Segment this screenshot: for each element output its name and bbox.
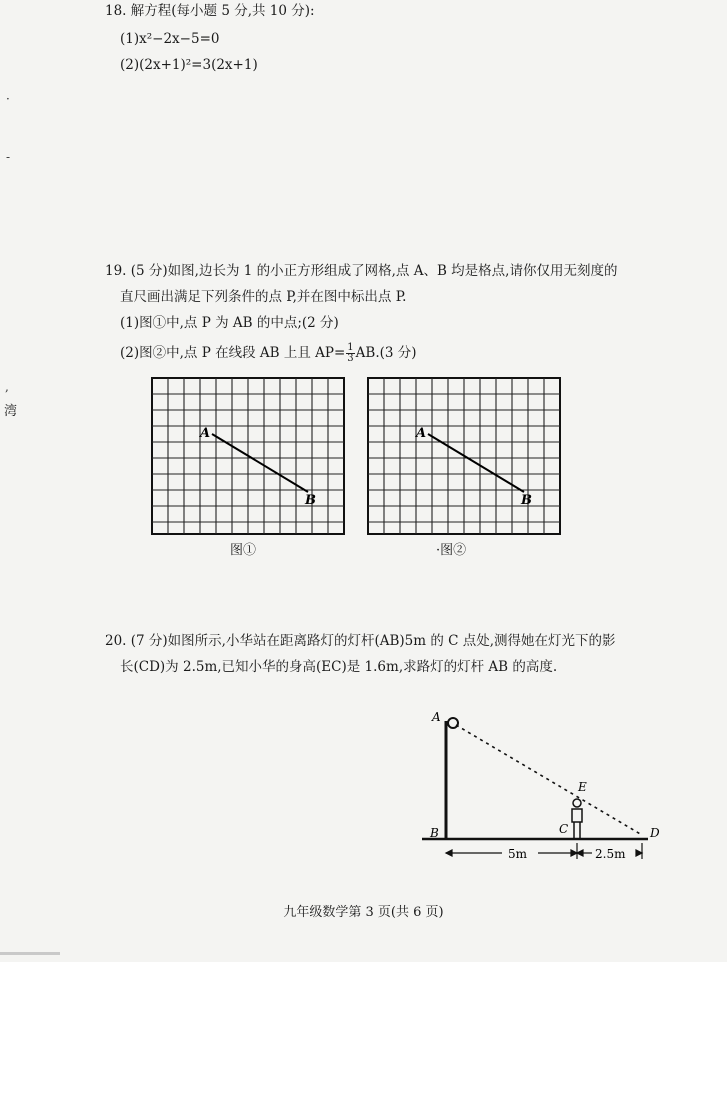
page-footer: 九年级数学第 3 页(共 6 页) bbox=[283, 905, 444, 920]
q19-line-2: 直尺画出满足下列条件的点 P,并在图中标出点 P. bbox=[120, 289, 407, 305]
margin-mark: · bbox=[6, 92, 10, 106]
point-a-label: A bbox=[200, 426, 211, 441]
margin-mark: , bbox=[5, 380, 9, 394]
q19-item-2 bbox=[120, 343, 417, 364]
q18-item-1: (1)x²−2x−5=0 bbox=[120, 31, 220, 47]
q18-title: 18. 解方程(每小题 5 分,共 10 分): bbox=[105, 3, 315, 19]
margin-mark: - bbox=[6, 150, 11, 164]
point-b-label: B bbox=[521, 493, 532, 508]
grid-figure-1 bbox=[150, 376, 346, 536]
fraction-one-third bbox=[346, 343, 354, 364]
label-c: C bbox=[559, 822, 569, 836]
label-d: D bbox=[650, 826, 660, 840]
light-ray bbox=[456, 725, 642, 835]
segment-ab bbox=[428, 434, 524, 492]
lamp-icon bbox=[448, 718, 458, 728]
segment-ab bbox=[212, 434, 308, 492]
q19-item-2-text-end: AB.(3 分) bbox=[355, 345, 417, 361]
point-b-label: B bbox=[305, 493, 316, 508]
lamp-post-diagram bbox=[420, 705, 670, 870]
label-a: A bbox=[432, 710, 441, 724]
label-b: B bbox=[430, 826, 439, 840]
fraction-denominator: 3 bbox=[347, 353, 354, 364]
grid-figure-2 bbox=[366, 376, 562, 536]
q20-line-1: 20. (7 分)如图所示,小华站在距离路灯的灯杆(AB)5m 的 C 点处,测得她在灯光下的影 bbox=[105, 633, 616, 649]
point-a-label: A bbox=[416, 426, 427, 441]
margin-char: 湾 bbox=[4, 404, 18, 419]
q18-item-2: (2)(2x+1)²=3(2x+1) bbox=[120, 57, 258, 73]
q20-line-2: 长(CD)为 2.5m,已知小华的身高(EC)是 1.6m,求路灯的灯杆 AB 的高度. bbox=[120, 659, 558, 675]
q19-item-2-text: (2)图②中,点 P 在线段 AB 上且 AP= bbox=[120, 345, 346, 361]
distance-bc-label: 5m bbox=[508, 847, 528, 861]
q19-item-1: (1)图①中,点 P 为 AB 的中点;(2 分) bbox=[120, 315, 339, 331]
q19-line-1: 19. (5 分)如图,边长为 1 的小正方形组成了网格,点 A、B 均是格点,请你仅用无刻度的 bbox=[105, 263, 618, 279]
fig-2-caption: ·图② bbox=[436, 543, 467, 558]
person-icon bbox=[572, 799, 582, 838]
label-e: E bbox=[578, 780, 587, 794]
fig-1-caption: 图① bbox=[230, 543, 257, 558]
distance-cd-label: 2.5m bbox=[595, 847, 626, 861]
scan-smudge bbox=[0, 952, 60, 955]
fraction-numerator: 1 bbox=[347, 342, 354, 353]
